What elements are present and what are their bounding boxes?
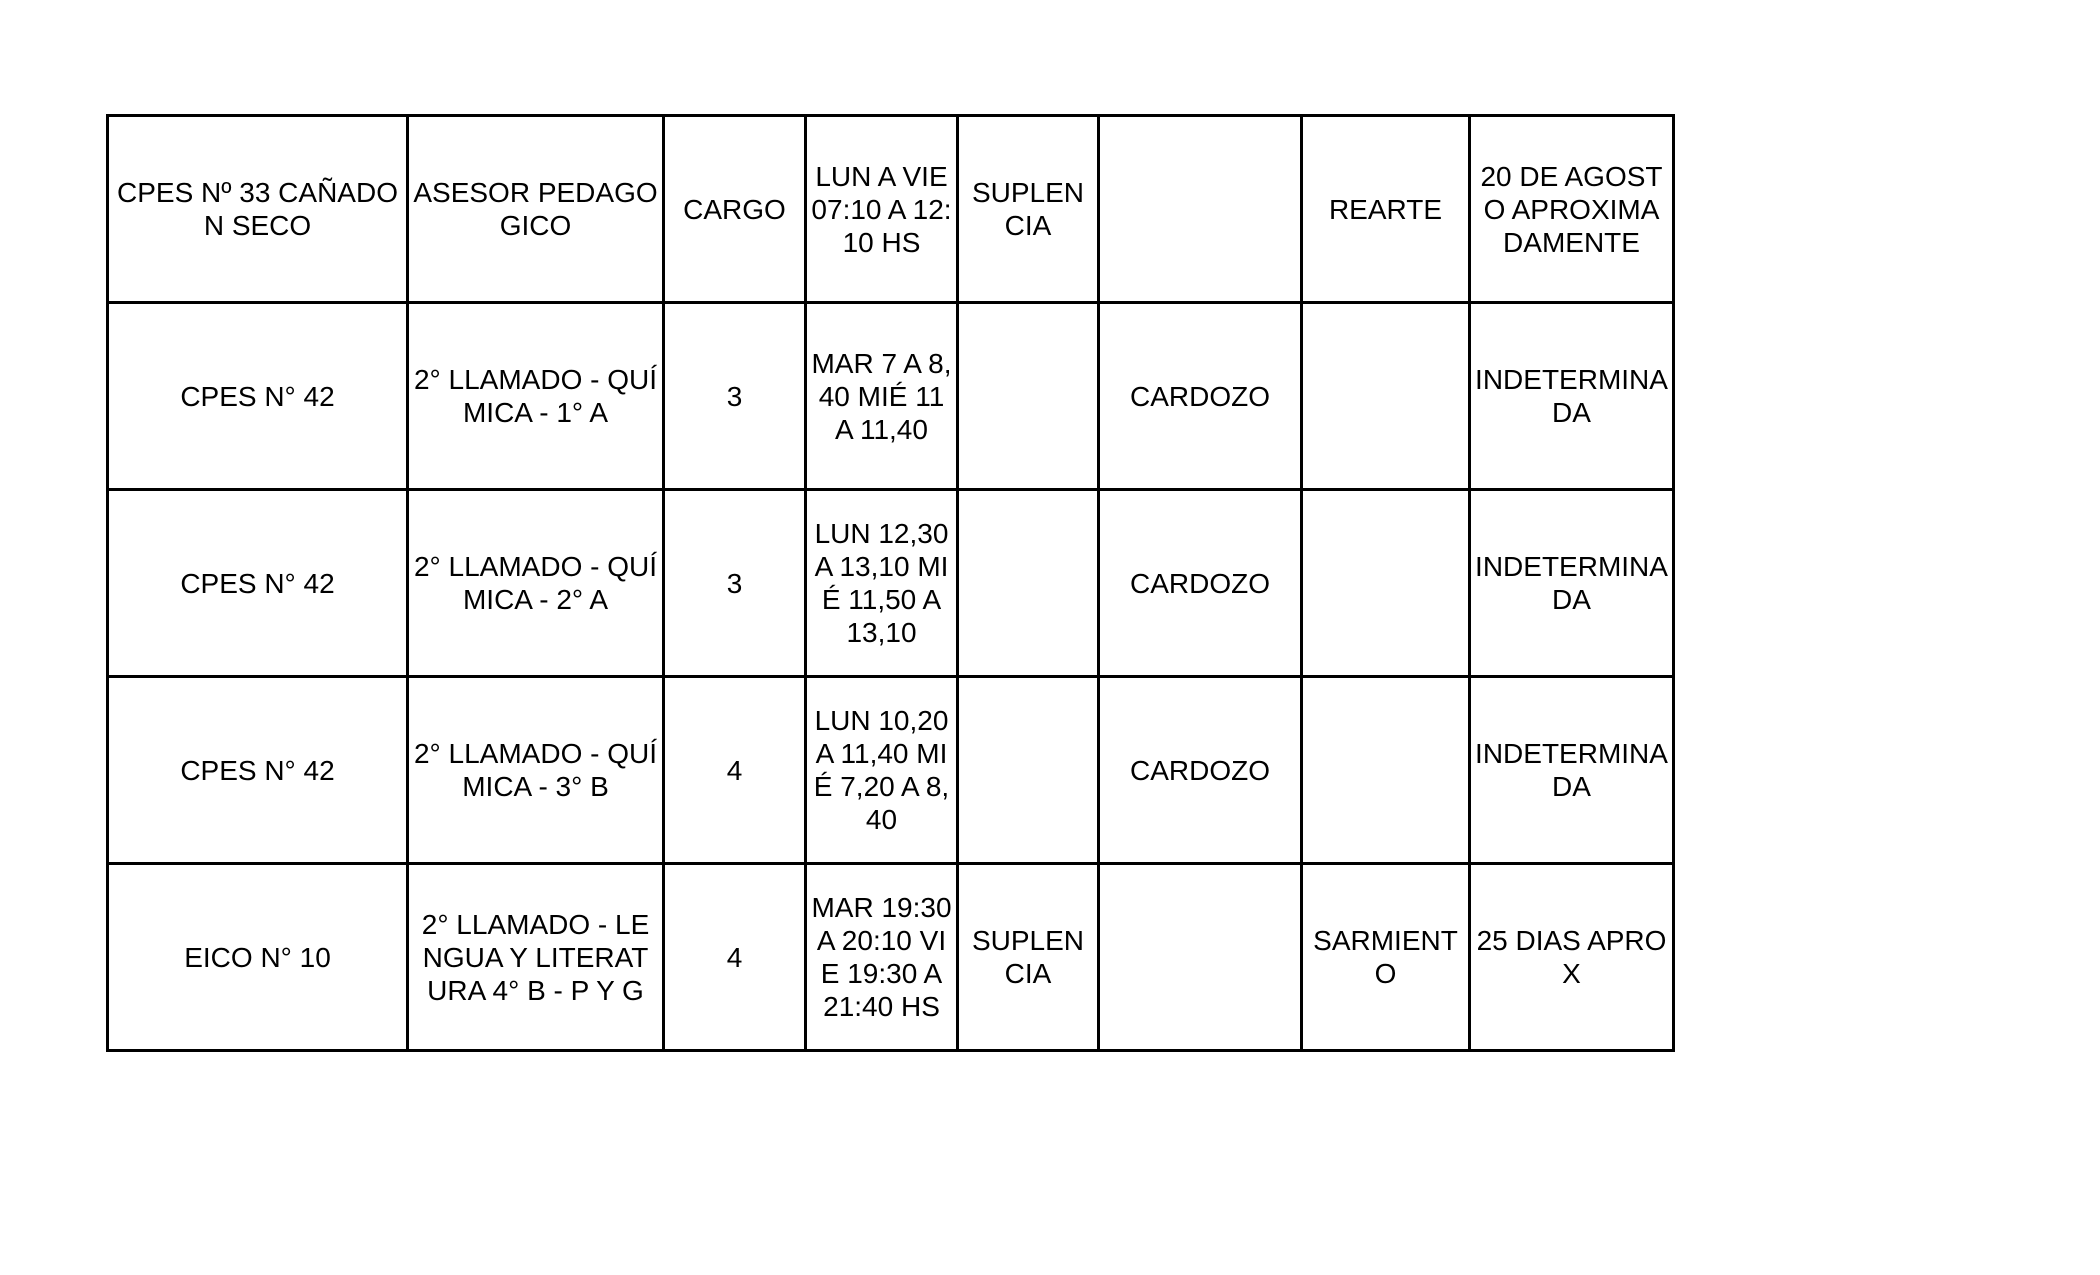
cell-school: CPES N° 42 <box>108 490 408 677</box>
cell-position: 2° LLAMADO - QUÍMICA - 2° A <box>408 490 664 677</box>
cell-schedule: LUN 12,30 A 13,10 MIÉ 11,50 A 13,10 <box>806 490 958 677</box>
cell-type: SUPLENCIA <box>958 864 1099 1051</box>
cell-name-b <box>1302 490 1470 677</box>
cell-name-a: CARDOZO <box>1099 303 1302 490</box>
cell-position: ASESOR PEDAGOGICO <box>408 116 664 303</box>
cell-name-b: REARTE <box>1302 116 1470 303</box>
cell-name-b: SARMIENTO <box>1302 864 1470 1051</box>
cell-duration: 25 DIAS APROX <box>1470 864 1674 1051</box>
cell-schedule: MAR 7 A 8,40 MIÉ 11 A 11,40 <box>806 303 958 490</box>
cell-type <box>958 490 1099 677</box>
cell-duration: INDETERMINADA <box>1470 490 1674 677</box>
cell-position: 2° LLAMADO - QUÍMICA - 1° A <box>408 303 664 490</box>
cell-hours: CARGO <box>664 116 806 303</box>
cell-duration: 20 DE AGOSTO APROXIMADAMENTE <box>1470 116 1674 303</box>
data-table <box>106 114 1675 1052</box>
cell-name-a: CARDOZO <box>1099 677 1302 864</box>
cell-hours: 3 <box>664 303 806 490</box>
cell-schedule: LUN A VIE 07:10 A 12:10 HS <box>806 116 958 303</box>
cell-school: CPES Nº 33 CAÑADON SECO <box>108 116 408 303</box>
cell-name-a: CARDOZO <box>1099 490 1302 677</box>
cell-name-a <box>1099 864 1302 1051</box>
cell-position: 2° LLAMADO - QUÍMICA - 3° B <box>408 677 664 864</box>
cell-position: 2° LLAMADO - LENGUA Y LITERATURA 4° B - P Y G <box>408 864 664 1051</box>
cell-hours: 4 <box>664 864 806 1051</box>
cell-type: SUPLENCIA <box>958 116 1099 303</box>
cell-name-b <box>1302 303 1470 490</box>
table-row <box>108 677 1674 864</box>
cell-name-b <box>1302 677 1470 864</box>
cell-school: CPES N° 42 <box>108 677 408 864</box>
cell-school: EICO N° 10 <box>108 864 408 1051</box>
cell-name-a <box>1099 116 1302 303</box>
table-row <box>108 303 1674 490</box>
cell-type <box>958 303 1099 490</box>
cell-school: CPES N° 42 <box>108 303 408 490</box>
cell-schedule: MAR 19:30 A 20:10 VIE 19:30 A 21:40 HS <box>806 864 958 1051</box>
table-row <box>108 490 1674 677</box>
table-row <box>108 864 1674 1051</box>
cell-duration: INDETERMINADA <box>1470 303 1674 490</box>
cell-duration: INDETERMINADA <box>1470 677 1674 864</box>
cell-type <box>958 677 1099 864</box>
table-row <box>108 116 1674 303</box>
cell-hours: 3 <box>664 490 806 677</box>
cell-schedule: LUN 10,20 A 11,40 MIÉ 7,20 A 8,40 <box>806 677 958 864</box>
cell-hours: 4 <box>664 677 806 864</box>
